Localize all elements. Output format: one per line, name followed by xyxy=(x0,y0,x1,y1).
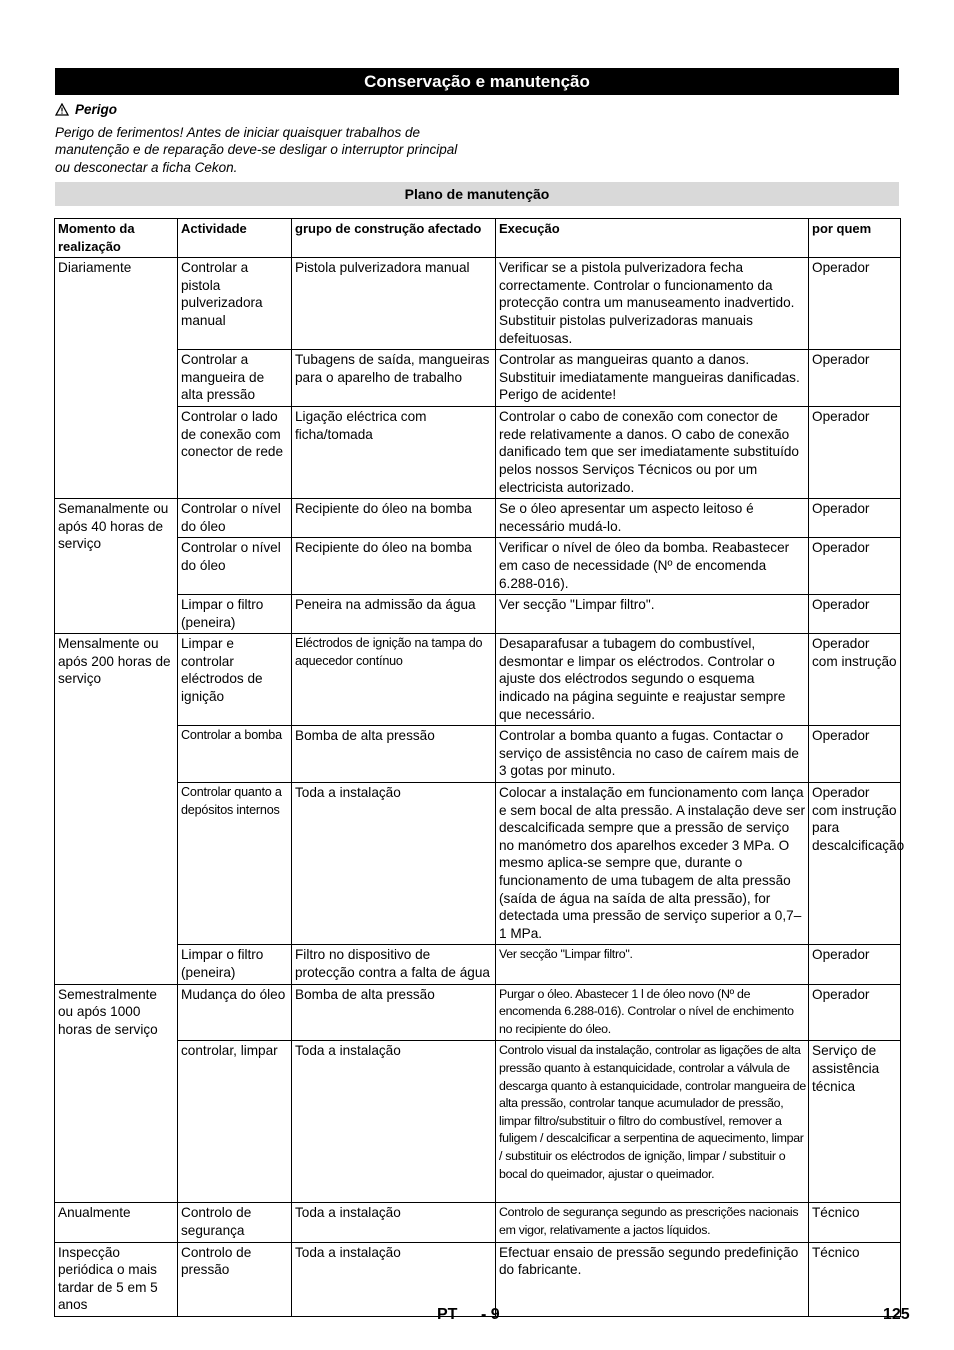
cell-component: Toda a instalação xyxy=(292,1242,496,1316)
cell-responsible: Serviço de assistência técnica xyxy=(809,1041,901,1203)
cell-execution: Controlar as mangueiras quanto a danos. Substituir imediatamente mangueiras danificadas. Perigo de acidente! xyxy=(496,350,809,407)
cell-timing: Semanalmente ou após 40 horas de serviço xyxy=(55,499,178,634)
cell-component: Filtro no dispositivo de protecção contra a falta de água xyxy=(292,945,496,984)
table-row xyxy=(55,783,901,945)
cell-responsible: Operador xyxy=(809,350,901,407)
warning-triangle-icon xyxy=(55,103,69,116)
cell-responsible: Operador xyxy=(809,984,901,1041)
table-row xyxy=(55,984,901,1041)
table-row xyxy=(55,407,901,499)
table-row xyxy=(55,634,901,726)
cell-execution: Controlar a bomba quanto a fugas. Contactar o serviço de assistência no caso de caírem mais de 3 gotas por minuto. xyxy=(496,726,809,783)
cell-responsible: Operador xyxy=(809,595,901,634)
table-row xyxy=(55,726,901,783)
table-header-row xyxy=(55,219,901,258)
cell-component: Toda a instalação xyxy=(292,1041,496,1203)
cell-component: Ligação eléctrica com ficha/tomada xyxy=(292,407,496,499)
cell-activity: Controlar quanto a depósitos internos xyxy=(178,783,292,945)
cell-activity: Controlar a bomba xyxy=(178,726,292,783)
footer-language: PT xyxy=(437,1306,458,1323)
cell-activity: Controlar o nível do óleo xyxy=(178,538,292,595)
cell-activity: Mudança do óleo xyxy=(178,984,292,1041)
cell-responsible: Operador xyxy=(809,726,901,783)
cell-execution: Ver secção "Limpar filtro". xyxy=(496,595,809,634)
column-header: grupo de construção afectado xyxy=(292,219,496,258)
warning-text: Perigo de ferimentos! Antes de iniciar quaisquer trabalhos de manutenção e de reparação deve-se desligar o interruptor principal ou desconectar a ficha Cekon. xyxy=(55,124,458,175)
cell-component: Pistola pulverizadora manual xyxy=(292,258,496,350)
column-header: por quem xyxy=(809,219,901,258)
cell-component: Toda a instalação xyxy=(292,783,496,945)
cell-activity: Limpar o filtro (peneira) xyxy=(178,945,292,984)
cell-component: Eléctrodos de ignição na tampa do aquecedor contínuo xyxy=(292,634,496,726)
cell-responsible: Operador xyxy=(809,945,901,984)
warning-title xyxy=(55,101,475,119)
cell-execution: Ver secção "Limpar filtro". xyxy=(496,945,809,984)
cell-execution: Controlo de segurança segundo as prescrições nacionais em vigor, relativamente a jactos líquidos. xyxy=(496,1203,809,1242)
cell-component: Peneira na admissão da água xyxy=(292,595,496,634)
table-row xyxy=(55,595,901,634)
cell-execution: Efectuar ensaio de pressão segundo predefinição do fabricante. xyxy=(496,1242,809,1316)
cell-execution: Purgar o óleo. Abastecer 1 l de óleo novo (Nº de encomenda 6.288-016). Controlar o nível de enchimento no recipiente do óleo. xyxy=(496,984,809,1041)
cell-component: Toda a instalação xyxy=(292,1203,496,1242)
cell-activity: Controlo de segurança xyxy=(178,1203,292,1242)
cell-execution: Desaparafusar a tubagem do combustível, desmontar e limpar os eléctrodos. Controlar o ajuste dos eléctrodos segundo o esquema indicado na página seguinte e reajustar sempre que necessário. xyxy=(496,634,809,726)
cell-component: Bomba de alta pressão xyxy=(292,984,496,1041)
cell-activity: controlar, limpar xyxy=(178,1041,292,1203)
cell-activity: Controlar a mangueira de alta pressão xyxy=(178,350,292,407)
cell-component: Recipiente do óleo na bomba xyxy=(292,538,496,595)
cell-timing: Mensalmente ou após 200 horas de serviço xyxy=(55,634,178,984)
cell-execution: Controlo visual da instalação, controlar as ligações de alta pressão quanto à estanquicidade, controlar a válvula de descarga quanto à estanquicidade, controlar mangueira de alta pressão, controlar tanque acumulador de pressão, limpar filtro/substituir o filtro do combustível, remover a fuligem / descalcificar a serpentina de aquecimento, limpar / substituir os eléctrodos de ignição, limpar / substituir o bocal do queimador, ajustar o queimador. xyxy=(496,1041,809,1203)
cell-responsible: Operador xyxy=(809,499,901,538)
cell-activity: Limpar o filtro (peneira) xyxy=(178,595,292,634)
footer-chapter-page: - 9 xyxy=(481,1306,500,1323)
cell-execution: Controlar o cabo de conexão com conector de rede relativamente a danos. O cabo de conexão danificado tem que ser imediatamente substituído pelos nossos Serviços Técnicos ou por um electricista autorizado. xyxy=(496,407,809,499)
column-header: Momento da realização xyxy=(55,219,178,258)
cell-responsible: Técnico xyxy=(809,1203,901,1242)
table-row xyxy=(55,945,901,984)
cell-timing: Semestralmente ou após 1000 horas de serviço xyxy=(55,984,178,1203)
cell-responsible: Operador xyxy=(809,538,901,595)
cell-execution: Verificar o nível de óleo da bomba. Reabastecer em caso de necessidade (Nº de encomenda 6.288-016). xyxy=(496,538,809,595)
table-row xyxy=(55,499,901,538)
cell-activity: Limpar e controlar eléctrodos de ignição xyxy=(178,634,292,726)
cell-activity: Controlar a pistola pulverizadora manual xyxy=(178,258,292,350)
table-row xyxy=(55,350,901,407)
cell-responsible: Operador com instrução xyxy=(809,634,901,726)
table-row xyxy=(55,258,901,350)
cell-execution: Colocar a instalação em funcionamento com lança e sem bocal de alta pressão. A instalação deve ser descalcificada sempre que a pressão de serviço no manómetro dos aparelhos exceder 3 MPa. O mesmo aplica-se sempre que, durante o funcionamento de uma tubagem de alta pressão (saída de água na saída de alta pressão), for detectada uma pressão de serviço superior a 0,7–1 MPa. xyxy=(496,783,809,945)
cell-component: Bomba de alta pressão xyxy=(292,726,496,783)
table-row xyxy=(55,1041,901,1203)
cell-activity: Controlar o lado de conexão com conector de rede xyxy=(178,407,292,499)
cell-component: Tubagens de saída, mangueiras para o aparelho de trabalho xyxy=(292,350,496,407)
column-header: Execução xyxy=(496,219,809,258)
cell-responsible: Operador xyxy=(809,258,901,350)
cell-timing: Inspecção periódica o mais tardar de 5 em 5 anos xyxy=(55,1242,178,1316)
section-title: Plano de manutenção xyxy=(55,182,899,206)
cell-responsible: Técnico xyxy=(809,1242,901,1316)
table-row xyxy=(55,1242,901,1316)
cell-timing: Anualmente xyxy=(55,1203,178,1242)
cell-activity: Controlar o nível do óleo xyxy=(178,499,292,538)
warning-title-text: Perigo xyxy=(75,102,118,117)
cell-execution: Verificar se a pistola pulverizadora fecha correctamente. Controlar o funcionamento da protecção contra um manuseamento inadvertido. Substituir pistolas pulverizadoras manuais defeituosas. xyxy=(496,258,809,350)
page-title: Conservação e manutenção xyxy=(55,68,899,95)
cell-timing: Diariamente xyxy=(55,258,178,499)
table-row xyxy=(55,1203,901,1242)
footer-page-number: 125 xyxy=(883,1306,910,1323)
cell-execution: Se o óleo apresentar um aspecto leitoso é necessário mudá-lo. xyxy=(496,499,809,538)
cell-responsible: Operador com instrução para descalcificação xyxy=(809,783,901,945)
table-row xyxy=(55,538,901,595)
cell-component: Recipiente do óleo na bomba xyxy=(292,499,496,538)
cell-activity: Controlo de pressão xyxy=(178,1242,292,1316)
cell-responsible: Operador xyxy=(809,407,901,499)
warning-block xyxy=(55,101,475,176)
column-header: Actividade xyxy=(178,219,292,258)
